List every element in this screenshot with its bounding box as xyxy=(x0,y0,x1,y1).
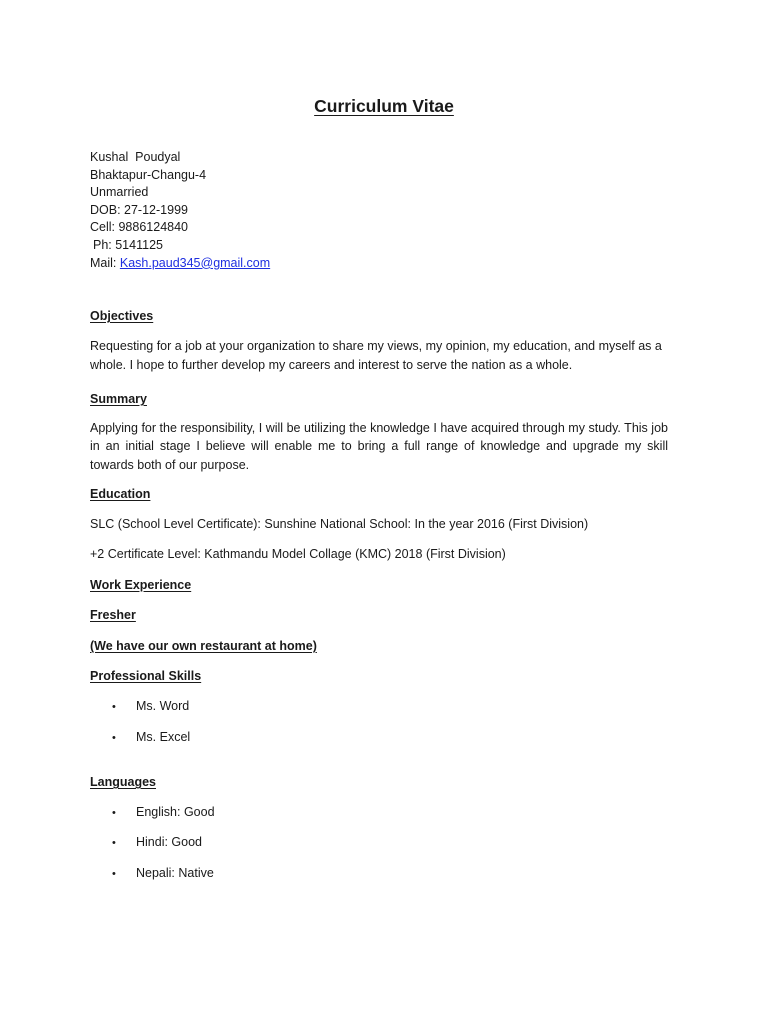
email-link[interactable]: Kash.paud345@gmail.com xyxy=(119,255,271,270)
objectives-heading: Objectives xyxy=(90,309,154,323)
language-label: English: Good xyxy=(136,805,215,819)
skill-list-item xyxy=(112,728,190,747)
language-list-item xyxy=(112,864,214,883)
skill-label: Ms. Excel xyxy=(136,730,191,744)
skill-list-item xyxy=(112,697,189,716)
bullet-icon: • xyxy=(112,807,116,819)
language-label: Hindi: Good xyxy=(136,835,203,849)
skill-label: Ms. Word xyxy=(136,699,190,713)
education-heading: Education xyxy=(90,487,151,501)
bullet-icon: • xyxy=(112,701,116,713)
contact-name: Kushal Poudyal xyxy=(90,150,181,164)
bullet-icon: • xyxy=(112,868,116,880)
contact-dob: DOB: 27-12-1999 xyxy=(90,202,188,217)
language-list-item xyxy=(112,833,202,852)
contact-mail-row xyxy=(90,255,270,273)
contact-cell: Cell: 9886124840 xyxy=(90,220,188,235)
summary-heading: Summary xyxy=(90,392,147,406)
document-title: Curriculum Vitae xyxy=(314,96,454,116)
contact-phone: Ph: 5141125 xyxy=(93,237,163,252)
work-experience-heading: Work Experience xyxy=(90,578,192,592)
contact-mail-label: Mail: xyxy=(90,255,120,270)
contact-address: Bhaktapur-Changu-4 xyxy=(90,167,207,182)
contact-marital-status: Unmarried xyxy=(90,185,149,200)
bullet-icon: • xyxy=(112,837,116,849)
language-label: Nepali: Native xyxy=(136,866,214,880)
education-item: SLC (School Level Certificate): Sunshine National School: In the year 2016 (First Division) xyxy=(90,517,589,531)
bullet-icon: • xyxy=(112,732,116,744)
work-experience-note: (We have our own restaurant at home) xyxy=(90,639,317,653)
professional-skills-heading: Professional Skills xyxy=(90,669,202,683)
language-list-item xyxy=(112,803,215,822)
objectives-text: Requesting for a job at your organization to share my views, my opinion, my education, and myself as a whole. I hope to further develop my careers and interest to serve the nation as a whole. xyxy=(90,339,662,372)
work-experience-status: Fresher xyxy=(90,608,136,622)
education-item: +2 Certificate Level: Kathmandu Model Collage (KMC) 2018 (First Division) xyxy=(90,547,506,561)
languages-heading: Languages xyxy=(90,775,156,789)
summary-text: Applying for the responsibility, I will be utilizing the knowledge I have acquired through my study. This job in an initial stage I believe will enable me to bring a full range of knowledge and upgrade my skill towards both of our purpose. xyxy=(90,421,668,472)
contact-block xyxy=(90,149,270,272)
